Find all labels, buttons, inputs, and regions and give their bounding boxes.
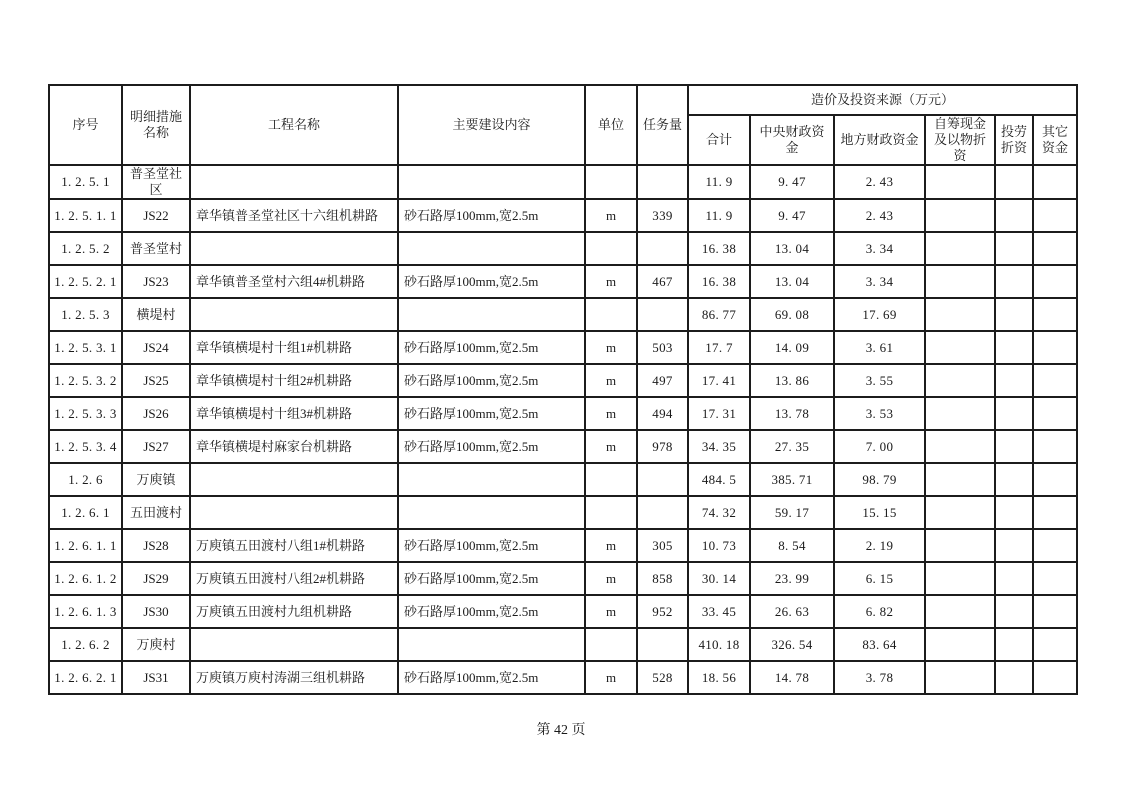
cell-other (1033, 265, 1077, 298)
cell-self-raised (925, 628, 995, 661)
cell-content: 砂石路厚100mm,宽2.5m (398, 265, 585, 298)
cell-unit: m (585, 397, 637, 430)
cell-labor (995, 661, 1033, 694)
cell-local: 3. 55 (834, 364, 925, 397)
cell-total: 16. 38 (688, 232, 750, 265)
table-row (49, 265, 1077, 298)
cell-self-raised (925, 331, 995, 364)
header-total: 合计 (688, 115, 750, 165)
cell-other (1033, 331, 1077, 364)
cell-total: 30. 14 (688, 562, 750, 595)
cell-quantity (637, 463, 688, 496)
cell-self-raised (925, 199, 995, 232)
cell-quantity (637, 496, 688, 529)
cell-self-raised (925, 265, 995, 298)
cell-measure: 万庾镇 (122, 463, 190, 496)
cell-central: 13. 86 (750, 364, 834, 397)
cell-total: 74. 32 (688, 496, 750, 529)
cell-local: 3. 78 (834, 661, 925, 694)
cell-quantity (637, 628, 688, 661)
cost-investment-table (48, 84, 1078, 695)
cell-content: 砂石路厚100mm,宽2.5m (398, 661, 585, 694)
cell-central: 9. 47 (750, 165, 834, 199)
cell-total: 16. 38 (688, 265, 750, 298)
cell-central: 13. 78 (750, 397, 834, 430)
cell-project: 章华镇普圣堂村六组4#机耕路 (190, 265, 398, 298)
cell-project: 万庾镇万庾村涛湖三组机耕路 (190, 661, 398, 694)
cell-content (398, 298, 585, 331)
cell-quantity (637, 165, 688, 199)
table-row (49, 364, 1077, 397)
table-row (49, 463, 1077, 496)
cell-other (1033, 298, 1077, 331)
cell-local: 2. 43 (834, 199, 925, 232)
cell-seq: 1. 2. 6. 1 (49, 496, 122, 529)
table-row (49, 165, 1077, 199)
cell-self-raised (925, 430, 995, 463)
cell-total: 33. 45 (688, 595, 750, 628)
cell-project (190, 496, 398, 529)
cell-labor (995, 331, 1033, 364)
cell-project: 万庾镇五田渡村八组1#机耕路 (190, 529, 398, 562)
cell-unit: m (585, 661, 637, 694)
cell-labor (995, 265, 1033, 298)
cell-labor (995, 628, 1033, 661)
cell-content: 砂石路厚100mm,宽2.5m (398, 529, 585, 562)
cell-other (1033, 595, 1077, 628)
table-row (49, 331, 1077, 364)
cell-local: 3. 34 (834, 265, 925, 298)
cell-total: 410. 18 (688, 628, 750, 661)
table-row (49, 298, 1077, 331)
cell-self-raised (925, 661, 995, 694)
table-row (49, 430, 1077, 463)
cell-seq: 1. 2. 6 (49, 463, 122, 496)
cell-other (1033, 628, 1077, 661)
cell-quantity: 494 (637, 397, 688, 430)
cell-local: 83. 64 (834, 628, 925, 661)
cell-content: 砂石路厚100mm,宽2.5m (398, 595, 585, 628)
cell-total: 10. 73 (688, 529, 750, 562)
cell-unit (585, 628, 637, 661)
cell-quantity: 978 (637, 430, 688, 463)
cell-unit: m (585, 199, 637, 232)
cell-project (190, 165, 398, 199)
cell-self-raised (925, 298, 995, 331)
cell-local: 3. 53 (834, 397, 925, 430)
cell-labor (995, 496, 1033, 529)
header-quantity: 任务量 (637, 85, 688, 165)
cell-project (190, 232, 398, 265)
cell-unit: m (585, 331, 637, 364)
cell-content: 砂石路厚100mm,宽2.5m (398, 562, 585, 595)
cell-measure: JS23 (122, 265, 190, 298)
cell-project (190, 298, 398, 331)
cell-measure: 万庾村 (122, 628, 190, 661)
cell-self-raised (925, 364, 995, 397)
cell-quantity (637, 232, 688, 265)
cell-content: 砂石路厚100mm,宽2.5m (398, 364, 585, 397)
cell-self-raised (925, 562, 995, 595)
cell-central: 23. 99 (750, 562, 834, 595)
cell-unit (585, 232, 637, 265)
cell-seq: 1. 2. 5. 3. 2 (49, 364, 122, 397)
cell-seq: 1. 2. 6. 1. 3 (49, 595, 122, 628)
cell-local: 17. 69 (834, 298, 925, 331)
cell-unit (585, 496, 637, 529)
header-central-funds: 中央财政资金 (750, 115, 834, 165)
header-content: 主要建设内容 (398, 85, 585, 165)
table-row (49, 661, 1077, 694)
cell-self-raised (925, 496, 995, 529)
cell-seq: 1. 2. 5. 1. 1 (49, 199, 122, 232)
cell-measure: JS24 (122, 331, 190, 364)
cell-local: 3. 61 (834, 331, 925, 364)
header-row-group (49, 85, 1077, 115)
cell-other (1033, 232, 1077, 265)
cell-total: 86. 77 (688, 298, 750, 331)
cell-seq: 1. 2. 6. 1. 2 (49, 562, 122, 595)
cell-project: 万庾镇五田渡村九组机耕路 (190, 595, 398, 628)
cell-other (1033, 661, 1077, 694)
cell-total: 11. 9 (688, 199, 750, 232)
cell-content (398, 496, 585, 529)
cell-content: 砂石路厚100mm,宽2.5m (398, 331, 585, 364)
header-seq: 序号 (49, 85, 122, 165)
header-labor-funds: 投劳折资 (995, 115, 1033, 165)
cell-unit: m (585, 595, 637, 628)
cell-central: 326. 54 (750, 628, 834, 661)
cell-local: 7. 00 (834, 430, 925, 463)
cell-local: 6. 15 (834, 562, 925, 595)
cell-local: 98. 79 (834, 463, 925, 496)
cell-measure: JS30 (122, 595, 190, 628)
cell-local: 3. 34 (834, 232, 925, 265)
cell-total: 17. 7 (688, 331, 750, 364)
cell-other (1033, 165, 1077, 199)
cell-total: 17. 31 (688, 397, 750, 430)
cell-measure: JS25 (122, 364, 190, 397)
cell-unit (585, 165, 637, 199)
cell-quantity: 467 (637, 265, 688, 298)
cell-labor (995, 364, 1033, 397)
cell-central: 69. 08 (750, 298, 834, 331)
cell-unit: m (585, 265, 637, 298)
cell-project (190, 463, 398, 496)
cell-measure: 五田渡村 (122, 496, 190, 529)
cell-quantity: 497 (637, 364, 688, 397)
cell-seq: 1. 2. 6. 2 (49, 628, 122, 661)
cell-total: 34. 35 (688, 430, 750, 463)
cell-measure: 横堤村 (122, 298, 190, 331)
header-self-raised: 自筹现金及以物折资 (925, 115, 995, 165)
cell-labor (995, 430, 1033, 463)
cell-measure: JS22 (122, 199, 190, 232)
cell-unit: m (585, 364, 637, 397)
cell-labor (995, 595, 1033, 628)
table-row (49, 232, 1077, 265)
cell-other (1033, 529, 1077, 562)
table-body (49, 165, 1077, 694)
table-row (49, 496, 1077, 529)
header-local-funds: 地方财政资金 (834, 115, 925, 165)
cell-labor (995, 199, 1033, 232)
cell-seq: 1. 2. 5. 2. 1 (49, 265, 122, 298)
cell-self-raised (925, 165, 995, 199)
cell-project: 章华镇横堤村十组2#机耕路 (190, 364, 398, 397)
cell-labor (995, 397, 1033, 430)
cell-content (398, 628, 585, 661)
header-measure: 明细措施名称 (122, 85, 190, 165)
cell-total: 18. 56 (688, 661, 750, 694)
cell-quantity: 503 (637, 331, 688, 364)
cell-unit: m (585, 562, 637, 595)
cell-central: 9. 47 (750, 199, 834, 232)
table-header (49, 85, 1077, 165)
cell-measure: JS27 (122, 430, 190, 463)
header-cost-source-group: 造价及投资来源（万元） (688, 85, 1077, 115)
cell-seq: 1. 2. 5. 3. 3 (49, 397, 122, 430)
cell-labor (995, 298, 1033, 331)
cell-content: 砂石路厚100mm,宽2.5m (398, 199, 585, 232)
cell-seq: 1. 2. 5. 2 (49, 232, 122, 265)
cell-unit (585, 298, 637, 331)
cell-self-raised (925, 529, 995, 562)
cell-quantity (637, 298, 688, 331)
cell-central: 13. 04 (750, 265, 834, 298)
cell-project: 万庾镇五田渡村八组2#机耕路 (190, 562, 398, 595)
cell-other (1033, 364, 1077, 397)
cell-measure: JS31 (122, 661, 190, 694)
cell-project: 章华镇横堤村十组1#机耕路 (190, 331, 398, 364)
cell-seq: 1. 2. 6. 1. 1 (49, 529, 122, 562)
cell-labor (995, 562, 1033, 595)
table-row (49, 595, 1077, 628)
header-other-funds: 其它资金 (1033, 115, 1077, 165)
cell-measure: 普圣堂村 (122, 232, 190, 265)
cell-other (1033, 562, 1077, 595)
cell-quantity: 528 (637, 661, 688, 694)
cell-measure: JS26 (122, 397, 190, 430)
header-project: 工程名称 (190, 85, 398, 165)
page-number: 第 42 页 (536, 723, 586, 738)
cell-quantity: 305 (637, 529, 688, 562)
cell-content (398, 165, 585, 199)
cell-content: 砂石路厚100mm,宽2.5m (398, 397, 585, 430)
cell-central: 13. 04 (750, 232, 834, 265)
cell-total: 484. 5 (688, 463, 750, 496)
cell-measure: JS29 (122, 562, 190, 595)
table-row (49, 199, 1077, 232)
header-unit: 单位 (585, 85, 637, 165)
cell-central: 27. 35 (750, 430, 834, 463)
cell-local: 2. 19 (834, 529, 925, 562)
cell-local: 15. 15 (834, 496, 925, 529)
cell-seq: 1. 2. 5. 1 (49, 165, 122, 199)
cell-quantity: 339 (637, 199, 688, 232)
cell-central: 8. 54 (750, 529, 834, 562)
cell-total: 17. 41 (688, 364, 750, 397)
cell-content (398, 463, 585, 496)
cell-content (398, 232, 585, 265)
table-row (49, 628, 1077, 661)
cell-seq: 1. 2. 5. 3 (49, 298, 122, 331)
cell-unit (585, 463, 637, 496)
cell-labor (995, 165, 1033, 199)
cell-unit: m (585, 529, 637, 562)
cell-central: 59. 17 (750, 496, 834, 529)
cell-local: 2. 43 (834, 165, 925, 199)
cell-self-raised (925, 595, 995, 628)
cell-measure: 普圣堂社区 (122, 165, 190, 199)
cell-central: 14. 09 (750, 331, 834, 364)
cell-other (1033, 397, 1077, 430)
cell-central: 385. 71 (750, 463, 834, 496)
cell-self-raised (925, 463, 995, 496)
table-row (49, 529, 1077, 562)
cell-content: 砂石路厚100mm,宽2.5m (398, 430, 585, 463)
cell-central: 26. 63 (750, 595, 834, 628)
cell-quantity: 952 (637, 595, 688, 628)
cell-project: 章华镇普圣堂社区十六组机耕路 (190, 199, 398, 232)
cell-project (190, 628, 398, 661)
cell-seq: 1. 2. 5. 3. 1 (49, 331, 122, 364)
cell-labor (995, 463, 1033, 496)
cell-seq: 1. 2. 6. 2. 1 (49, 661, 122, 694)
cell-central: 14. 78 (750, 661, 834, 694)
cell-other (1033, 463, 1077, 496)
cell-quantity: 858 (637, 562, 688, 595)
table-row (49, 562, 1077, 595)
table-row (49, 397, 1077, 430)
cell-unit: m (585, 430, 637, 463)
cell-local: 6. 82 (834, 595, 925, 628)
cell-other (1033, 496, 1077, 529)
cell-labor (995, 529, 1033, 562)
cell-total: 11. 9 (688, 165, 750, 199)
cell-other (1033, 199, 1077, 232)
cell-self-raised (925, 232, 995, 265)
cell-self-raised (925, 397, 995, 430)
cell-measure: JS28 (122, 529, 190, 562)
cell-project: 章华镇横堤村麻家台机耕路 (190, 430, 398, 463)
cell-other (1033, 430, 1077, 463)
cell-project: 章华镇横堤村十组3#机耕路 (190, 397, 398, 430)
cell-seq: 1. 2. 5. 3. 4 (49, 430, 122, 463)
cell-labor (995, 232, 1033, 265)
